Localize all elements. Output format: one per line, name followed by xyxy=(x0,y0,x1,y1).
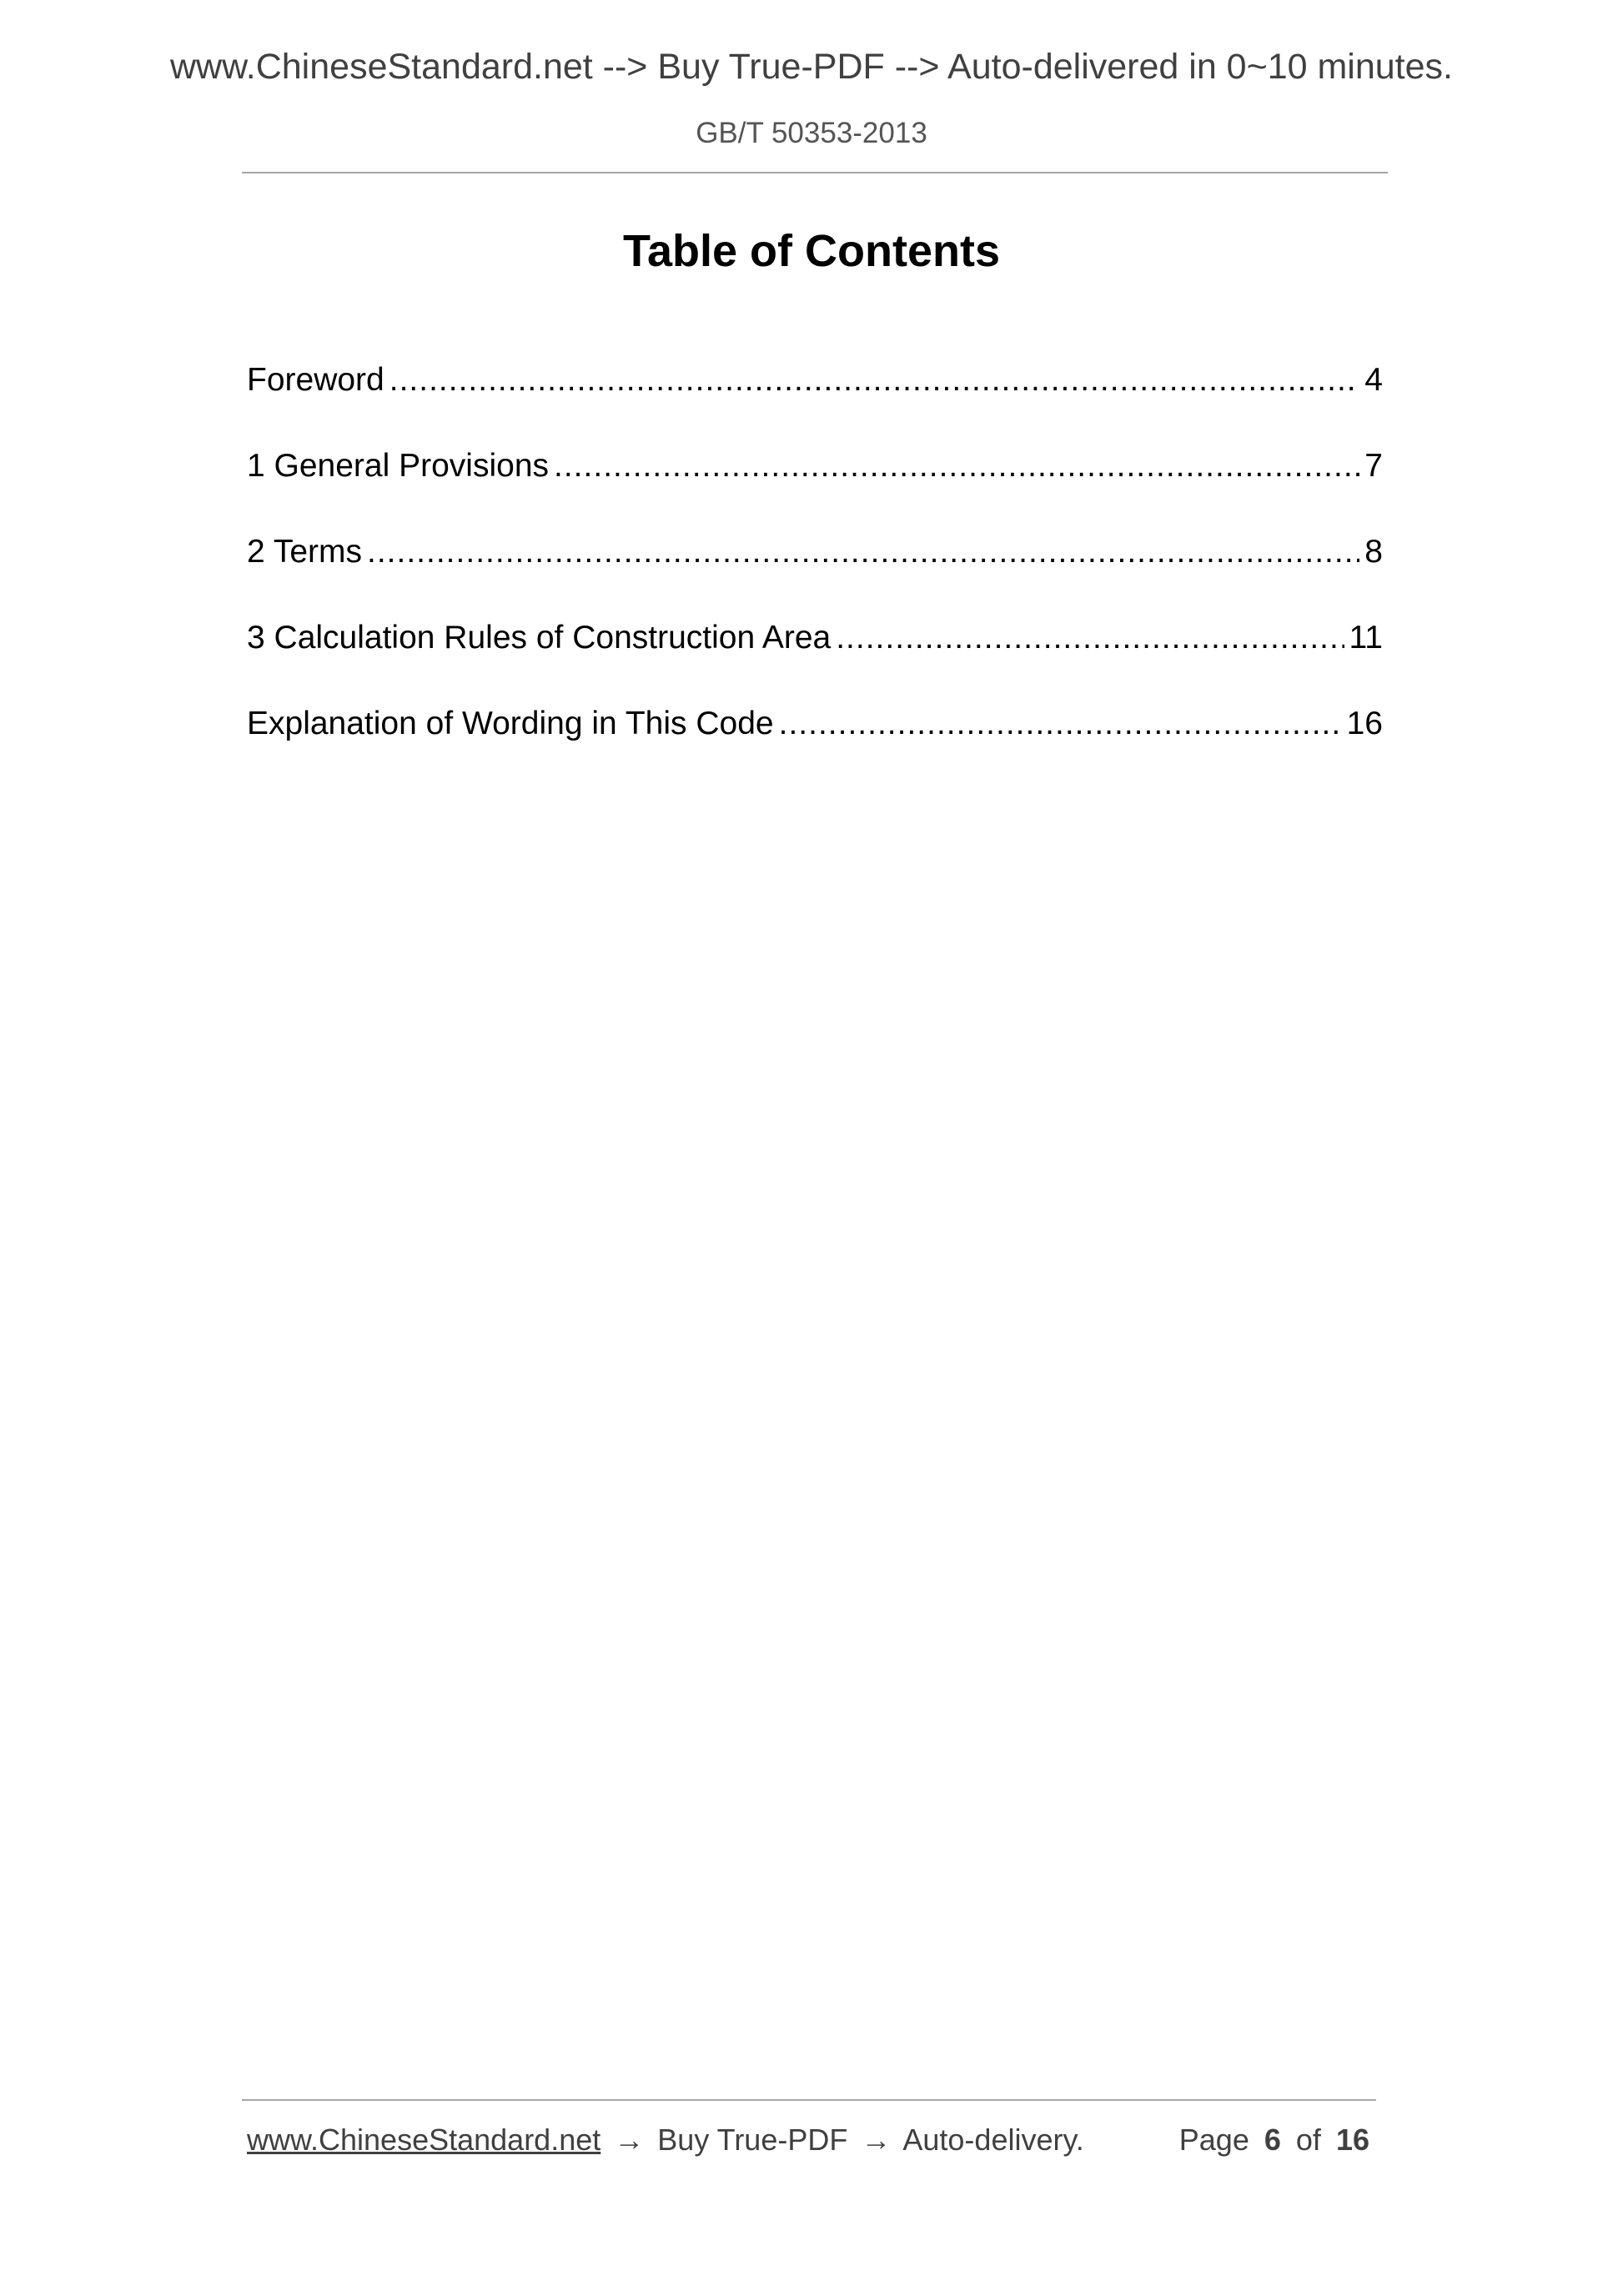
toc-entry-page: 8 xyxy=(1364,534,1383,570)
arrow-right-icon: → xyxy=(861,2123,892,2157)
footer-site-link[interactable]: www.ChineseStandard.net xyxy=(247,2123,601,2157)
toc-entry-foreword[interactable] xyxy=(247,357,1383,443)
toc-leader-dots xyxy=(389,357,1360,404)
toc-entry-label: 1 General Provisions xyxy=(247,448,550,484)
header-divider xyxy=(242,172,1388,173)
toc-entry-calculation-rules[interactable] xyxy=(247,615,1383,701)
toc-entry-label: Foreword xyxy=(247,362,384,398)
footer-delivery-text: Auto-delivery. xyxy=(902,2123,1084,2157)
toc-leader-dots xyxy=(367,529,1359,575)
total-page-count: 16 xyxy=(1335,2123,1369,2157)
toc-leader-dots xyxy=(836,615,1344,661)
toc-entry-page: 16 xyxy=(1346,706,1383,741)
top-banner: www.ChineseStandard.net --> Buy True-PDF --> Auto-delivered in 0~10 minutes. xyxy=(169,47,1453,87)
standard-code: GB/T 50353-2013 xyxy=(696,117,927,149)
page-number xyxy=(1179,2117,1376,2163)
footer-divider xyxy=(242,2099,1376,2101)
page-footer xyxy=(247,2117,1376,2163)
toc-entry-page: 4 xyxy=(1364,362,1383,398)
toc-entry-general-provisions[interactable] xyxy=(247,443,1383,529)
toc-list xyxy=(247,357,1383,786)
footer-promo xyxy=(247,2117,1084,2163)
toc-entry-page: 11 xyxy=(1349,620,1383,656)
page-word: Page xyxy=(1178,2123,1249,2157)
toc-title: Table of Contents xyxy=(623,226,1000,276)
footer-buy-text: Buy True-PDF xyxy=(657,2123,848,2157)
current-page-number: 6 xyxy=(1264,2123,1281,2157)
toc-entry-terms[interactable] xyxy=(247,529,1383,615)
toc-leader-dots xyxy=(779,701,1342,747)
arrow-right-icon: → xyxy=(614,2123,645,2157)
toc-entry-label: Explanation of Wording in This Code xyxy=(247,706,774,741)
toc-leader-dots xyxy=(554,443,1359,490)
toc-entry-label: 2 Terms xyxy=(247,534,362,570)
toc-entry-page: 7 xyxy=(1364,448,1383,484)
toc-entry-label: 3 Calculation Rules of Construction Area xyxy=(247,620,832,656)
of-word: of xyxy=(1295,2123,1321,2157)
toc-entry-explanation-of-wording[interactable] xyxy=(247,701,1383,786)
